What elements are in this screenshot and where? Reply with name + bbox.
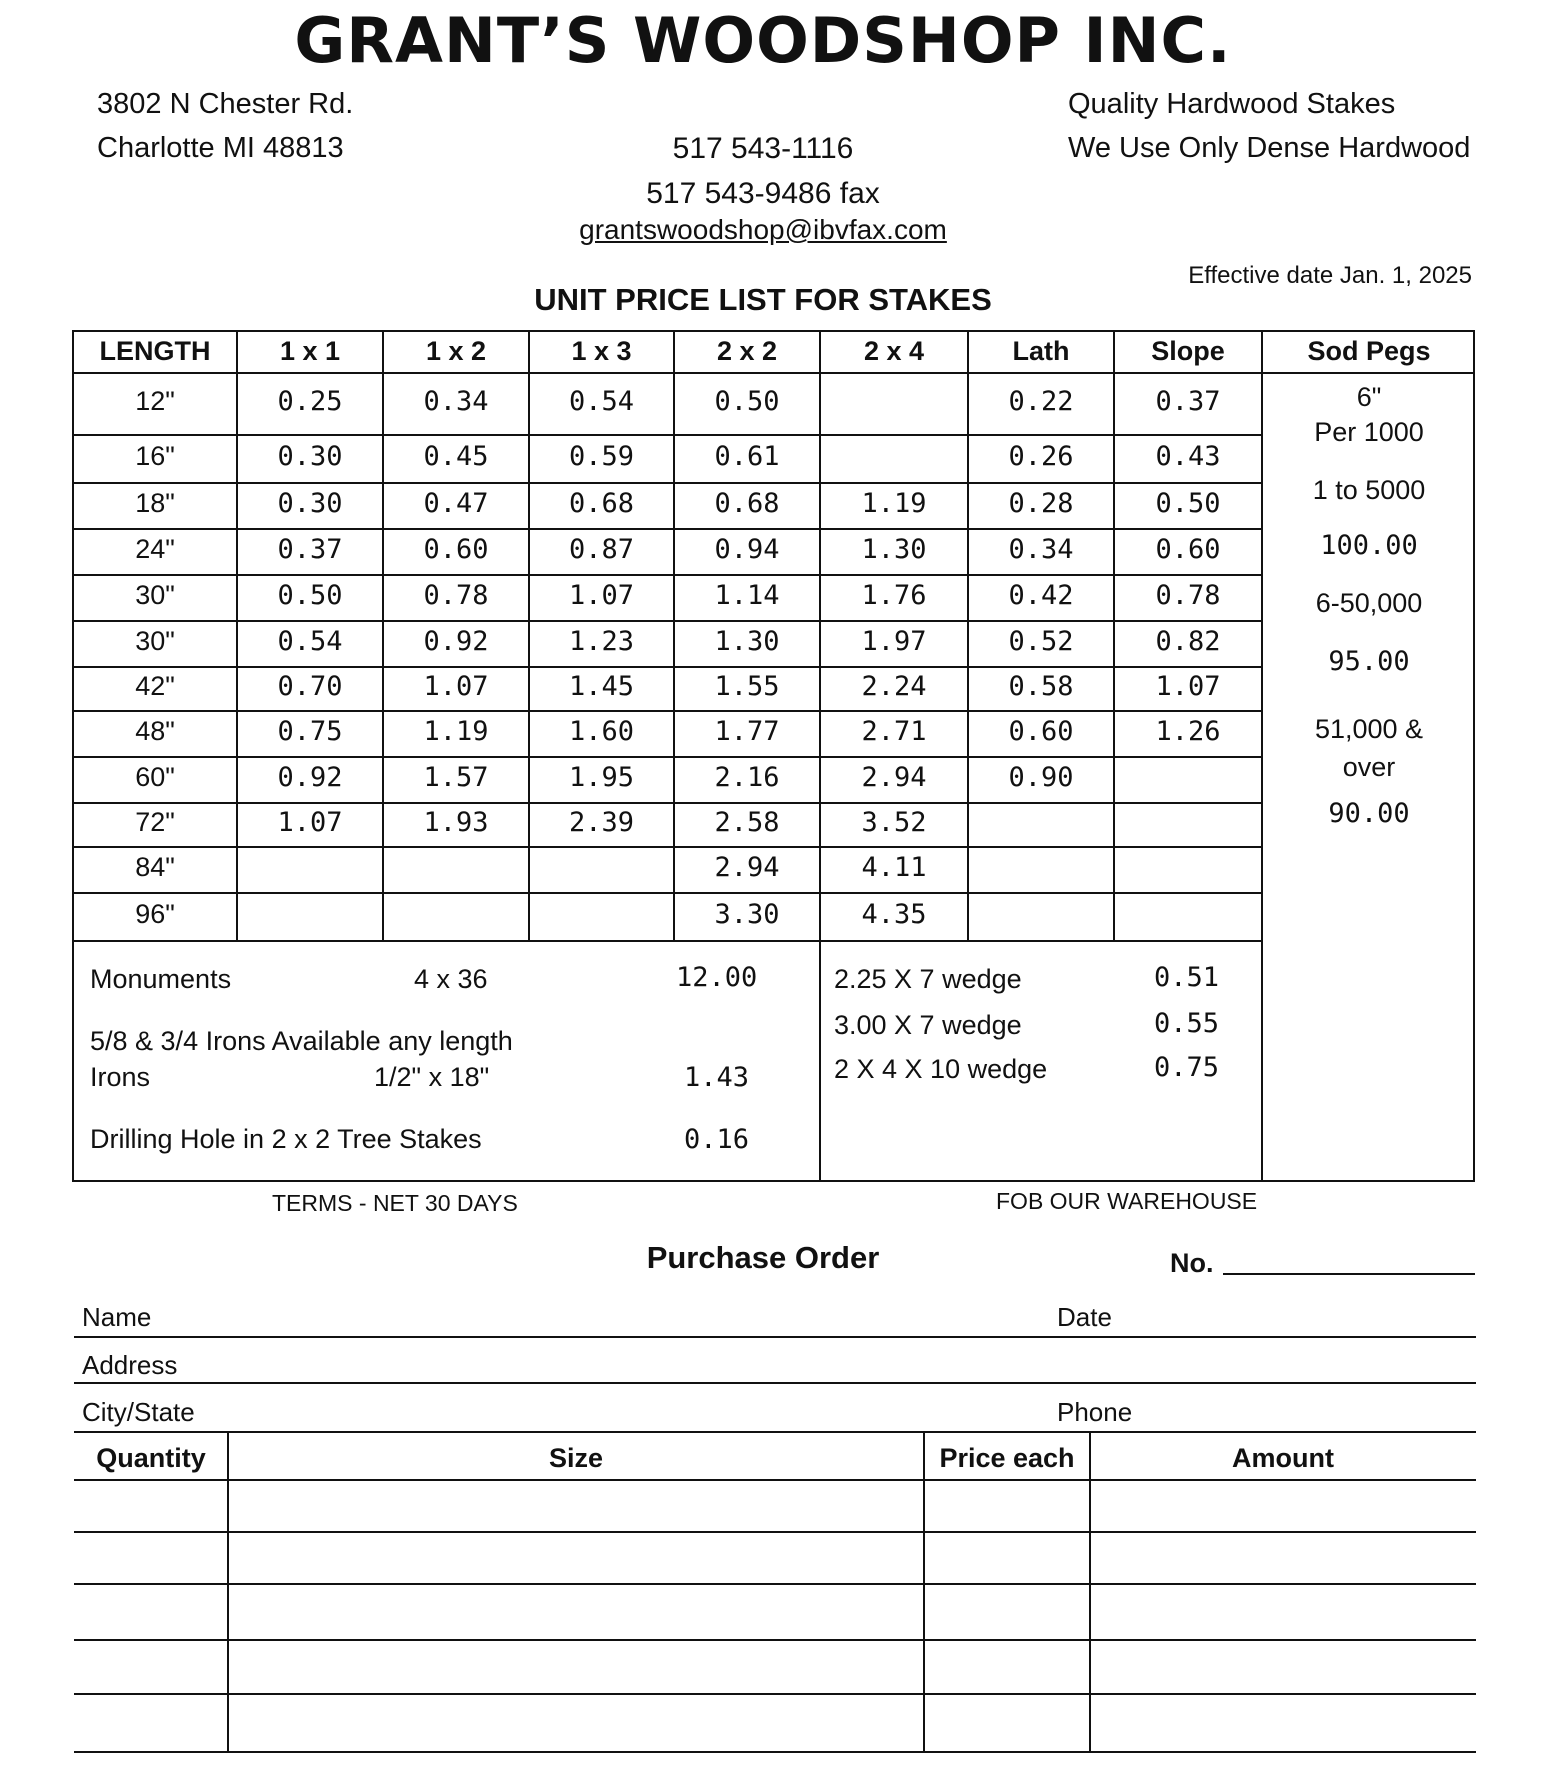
price-cell-1x2: 0.60 — [423, 534, 489, 565]
price-cell-length: 18" — [135, 488, 175, 518]
po-number-label: No. — [1170, 1248, 1214, 1278]
price-cell-2x2: 2.58 — [714, 807, 780, 838]
address-field-line[interactable] — [74, 1382, 1476, 1384]
price-cell-length: 96" — [135, 899, 175, 929]
price-cell-length: 30" — [135, 580, 175, 610]
price-cell-slope: 0.78 — [1155, 580, 1221, 611]
price-cell-2x2: 1.77 — [714, 716, 780, 747]
price-cell-1x2: 0.92 — [423, 626, 489, 657]
price-cell-lath: 0.34 — [1008, 534, 1074, 565]
price-cell-2x2: 1.30 — [714, 626, 780, 657]
wedge-3-price: 0.75 — [1154, 1052, 1220, 1083]
price-cell-length: 30" — [135, 626, 175, 656]
price-cell-2x4: 1.97 — [861, 626, 927, 657]
price-list-title: UNIT PRICE LIST FOR STAKES — [534, 282, 992, 317]
price-cell-1x3: 0.68 — [568, 488, 635, 519]
price-cell-slope: 1.26 — [1155, 716, 1221, 747]
price-cell-1x1: 0.25 — [277, 386, 343, 417]
header-1x2: 1 x 2 — [425, 336, 487, 366]
price-cell-2x4: 4.35 — [861, 899, 927, 930]
price-cell-1x3: 1.60 — [568, 716, 635, 747]
price-cell-1x1: 0.70 — [277, 671, 343, 702]
order-row[interactable] — [74, 1751, 1476, 1753]
price-cell-2x4: 2.24 — [861, 671, 927, 702]
phone-field-label: Phone — [1057, 1397, 1133, 1427]
price-cell-1x2: 0.45 — [423, 441, 489, 472]
price-cell-2x2: 0.50 — [714, 386, 780, 417]
fax-number: 517 543-9486 fax — [646, 177, 880, 210]
price-cell-2x2: 1.14 — [714, 580, 780, 611]
sod-peg-tier1-label: 1 to 5000 — [1312, 475, 1426, 505]
grid-line — [74, 666, 1262, 668]
drilling-price: 0.16 — [684, 1124, 750, 1155]
wedge-2-label: 3.00 X 7 wedge — [834, 1010, 1022, 1040]
grid-line — [74, 710, 1262, 712]
sod-peg-tier2-label: 6-50,000 — [1315, 588, 1423, 618]
wedge-2-price: 0.55 — [1154, 1008, 1220, 1039]
grid-line — [74, 528, 1262, 530]
header-length: LENGTH — [99, 336, 211, 366]
irons-label: Irons — [90, 1062, 151, 1092]
grid-line — [74, 892, 1262, 894]
price-cell-lath: 0.90 — [1008, 762, 1074, 793]
price-cell-lath: 0.60 — [1008, 716, 1074, 747]
price-cell-2x2: 0.68 — [714, 488, 780, 519]
payment-terms: TERMS - NET 30 DAYS — [272, 1190, 518, 1216]
address-line-2: Charlotte MI 48813 — [97, 132, 344, 164]
price-cell-1x1: 0.54 — [277, 626, 343, 657]
name-date-field-line[interactable] — [74, 1336, 1476, 1338]
purchase-order-title: Purchase Order — [646, 1240, 880, 1275]
price-cell-lath: 0.42 — [1008, 580, 1074, 611]
price-cell-lath: 0.52 — [1008, 626, 1074, 657]
tagline-line-1: Quality Hardwood Stakes — [1068, 88, 1396, 120]
price-cell-1x3: 1.95 — [568, 762, 635, 793]
company-name: GRANT’S WOODSHOP INC. — [294, 4, 1232, 77]
price-cell-1x2: 0.78 — [423, 580, 489, 611]
name-field-label: Name — [82, 1302, 152, 1332]
order-row[interactable] — [74, 1531, 1476, 1533]
price-cell-1x2: 1.07 — [423, 671, 489, 702]
header-sod-pegs: Sod Pegs — [1307, 336, 1431, 366]
col-size: Size — [548, 1443, 604, 1473]
grid-line — [74, 574, 1262, 576]
price-cell-slope: 1.07 — [1155, 671, 1221, 702]
price-cell-lath: 0.22 — [1008, 386, 1074, 417]
grid-line — [74, 802, 1262, 804]
price-cell-2x2: 0.61 — [714, 441, 780, 472]
price-cell-1x1: 0.92 — [277, 762, 343, 793]
date-field-label: Date — [1057, 1302, 1112, 1332]
city-phone-field-line[interactable] — [74, 1431, 1476, 1433]
price-cell-length: 42" — [135, 671, 175, 701]
header-slope: Slope — [1151, 336, 1225, 366]
wedge-1-price: 0.51 — [1154, 962, 1220, 993]
tagline — [1068, 82, 1470, 170]
price-cell-slope: 0.60 — [1155, 534, 1221, 565]
grid-line — [74, 940, 1262, 942]
price-cell-length: 16" — [135, 441, 175, 471]
price-cell-2x4: 1.19 — [861, 488, 927, 519]
price-cell-2x4: 2.94 — [861, 762, 927, 793]
price-cell-2x2: 1.55 — [714, 671, 780, 702]
irons-size: 1/2" x 18" — [374, 1062, 490, 1092]
price-cell-length: 12" — [135, 386, 175, 416]
price-cell-length: 24" — [135, 534, 175, 564]
price-cell-1x1: 1.07 — [277, 807, 343, 838]
grid-line — [74, 482, 1262, 484]
grid-line — [74, 846, 1262, 848]
price-cell-2x2: 3.30 — [714, 899, 780, 930]
price-cell-1x1: 0.37 — [277, 534, 343, 565]
price-cell-2x4: 1.30 — [861, 534, 927, 565]
address-line-1: 3802 N Chester Rd. — [97, 88, 354, 120]
price-cell-length: 84" — [135, 852, 175, 882]
fob-note: FOB OUR WAREHOUSE — [996, 1188, 1258, 1214]
price-cell-1x3: 1.23 — [568, 626, 635, 657]
order-row[interactable] — [74, 1583, 1476, 1585]
price-cell-2x4: 1.76 — [861, 580, 927, 611]
header-1x1: 1 x 1 — [279, 336, 341, 366]
price-cell-lath: 0.26 — [1008, 441, 1074, 472]
address-field-label: Address — [82, 1350, 178, 1380]
price-cell-length: 48" — [135, 716, 175, 746]
sod-peg-tier3-price: 90.00 — [1328, 798, 1410, 829]
drilling-label: Drilling Hole in 2 x 2 Tree Stakes — [90, 1124, 482, 1154]
price-cell-1x1: 0.75 — [277, 716, 343, 747]
order-row[interactable] — [74, 1693, 1476, 1695]
irons-note: 5/8 & 3/4 Irons Available any length — [90, 1026, 513, 1056]
price-cell-1x2: 1.19 — [423, 716, 489, 747]
price-cell-2x4: 3.52 — [861, 807, 927, 838]
price-cell-1x3: 0.59 — [568, 441, 635, 472]
price-cell-1x3: 1.45 — [568, 671, 635, 702]
col-quantity: Quantity — [96, 1443, 206, 1473]
price-cell-1x1: 0.30 — [277, 488, 343, 519]
price-cell-1x3: 0.54 — [568, 386, 635, 417]
city-state-field-label: City/State — [82, 1397, 195, 1427]
tagline-line-2: We Use Only Dense Hardwood — [1068, 132, 1471, 164]
price-cell-1x2: 0.34 — [423, 386, 489, 417]
price-table — [72, 330, 1475, 1182]
monuments-size: 4 x 36 — [414, 964, 488, 994]
order-row[interactable] — [74, 1639, 1476, 1641]
header-2x2: 2 x 2 — [716, 336, 778, 366]
price-cell-1x2: 1.57 — [423, 762, 489, 793]
price-cell-2x2: 2.94 — [714, 852, 780, 883]
price-cell-lath: 0.58 — [1008, 671, 1074, 702]
price-cell-lath: 0.28 — [1008, 488, 1074, 519]
grid-line — [74, 372, 1475, 374]
price-cell-2x4: 4.11 — [861, 852, 927, 883]
sod-peg-tier2-price: 95.00 — [1328, 646, 1410, 677]
price-cell-length: 72" — [135, 807, 175, 837]
email-link[interactable]: grantswoodshop@ibvfax.com — [579, 214, 947, 245]
price-cell-2x2: 0.94 — [714, 534, 780, 565]
price-cell-slope: 0.82 — [1155, 626, 1221, 657]
price-cell-slope: 0.43 — [1155, 441, 1221, 472]
price-cell-length: 60" — [135, 762, 175, 792]
price-cell-1x3: 2.39 — [568, 807, 635, 838]
col-amount: Amount — [1232, 1443, 1334, 1473]
col-price-each: Price each — [939, 1443, 1075, 1473]
grid-line — [74, 756, 1262, 758]
price-cell-slope: 0.37 — [1155, 386, 1221, 417]
sod-peg-size: 6" — [1356, 382, 1382, 412]
header-lath: Lath — [1012, 336, 1070, 366]
sod-peg-tier3-label: over — [1342, 752, 1396, 782]
sod-peg-tier1-price: 100.00 — [1320, 530, 1418, 561]
grid-line — [74, 434, 1262, 436]
price-cell-1x1: 0.50 — [277, 580, 343, 611]
price-cell-2x2: 2.16 — [714, 762, 780, 793]
header-2x4: 2 x 4 — [863, 336, 925, 366]
sod-peg-unit: Per 1000 — [1314, 417, 1424, 447]
header-1x3: 1 x 3 — [571, 336, 632, 366]
monuments-label: Monuments — [90, 964, 232, 994]
sod-peg-tier3-label: 51,000 & — [1314, 714, 1424, 744]
price-cell-1x3: 1.07 — [568, 580, 635, 611]
price-cell-2x4: 2.71 — [861, 716, 927, 747]
po-number-field[interactable] — [1223, 1273, 1475, 1275]
effective-date: Effective date Jan. 1, 2025 — [1188, 262, 1472, 289]
grid-line — [74, 620, 1262, 622]
price-cell-1x2: 1.93 — [423, 807, 489, 838]
price-cell-slope: 0.50 — [1155, 488, 1221, 519]
wedge-1-label: 2.25 X 7 wedge — [834, 964, 1022, 994]
price-cell-1x1: 0.30 — [277, 441, 343, 472]
wedge-3-label: 2 X 4 X 10 wedge — [834, 1054, 1048, 1084]
order-grid-line — [74, 1479, 1476, 1481]
price-cell-1x2: 0.47 — [423, 488, 489, 519]
irons-price: 1.43 — [684, 1062, 750, 1093]
phone-number: 517 543-1116 — [672, 132, 854, 165]
price-cell-1x3: 0.87 — [568, 534, 635, 565]
monuments-price: 12.00 — [676, 962, 758, 993]
